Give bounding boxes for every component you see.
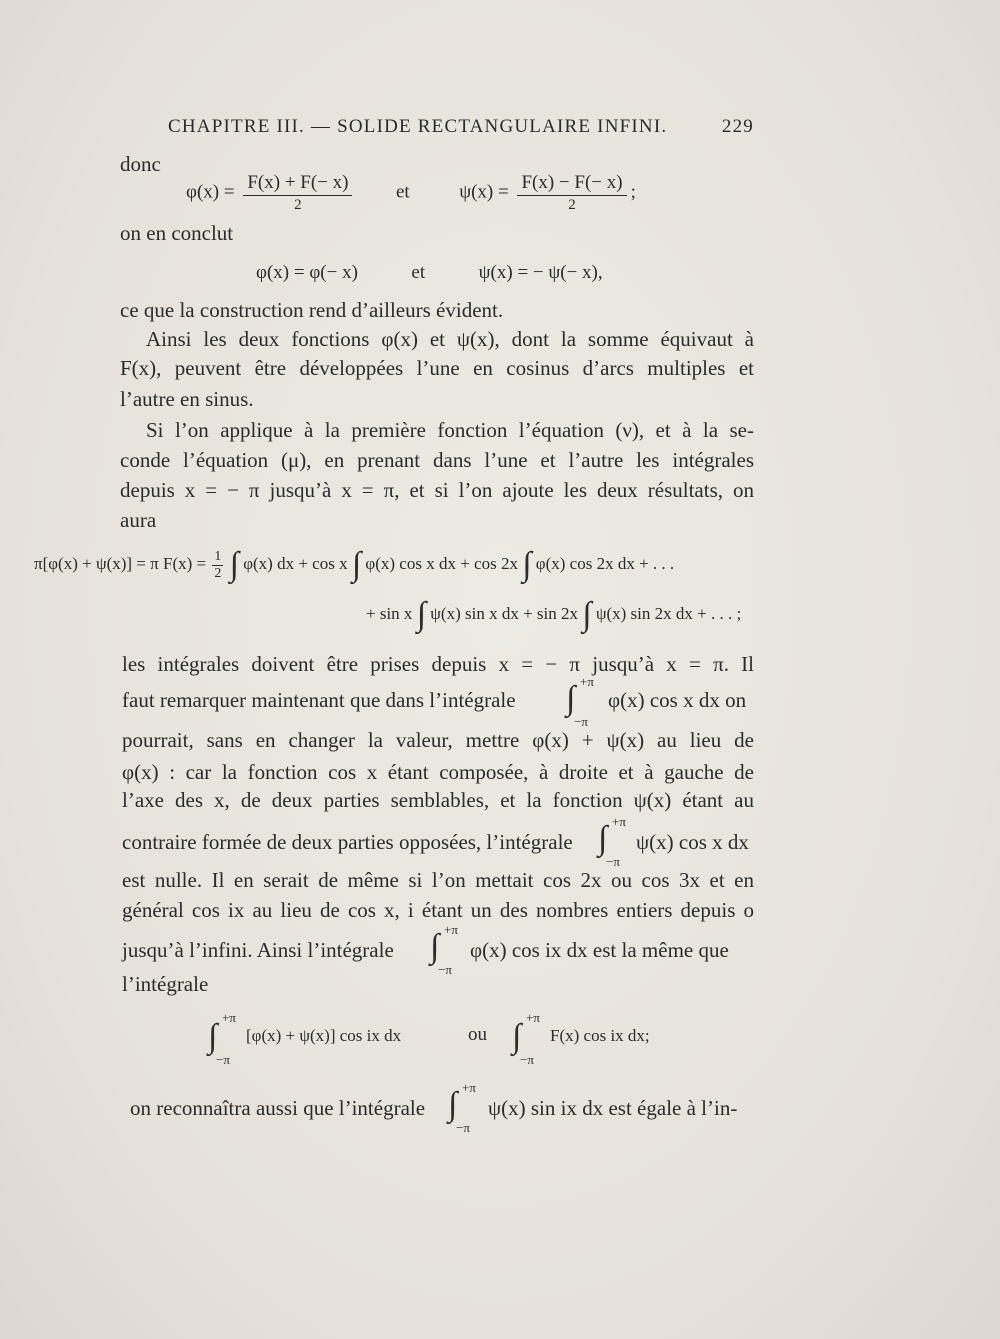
paragraph-line: est nulle. Il en serait de même si l’on mettait cos 2x ou cos 3x et en: [122, 868, 754, 892]
integral-sign: ∫: [566, 680, 576, 717]
eq1-psi-denominator: 2: [568, 197, 576, 213]
definite-integral: [430, 922, 460, 977]
upper-limit: +π: [612, 814, 626, 829]
eq4-ou: ou: [468, 1024, 487, 1045]
eq3-term5: ψ(x) sin 2x dx + . . . ;: [595, 603, 742, 623]
eq3-half-numerator: 1: [214, 548, 222, 564]
paragraph-line: φ(x) cos ix dx est la même que: [470, 938, 729, 962]
paragraph-line: depuis x = − π jusqu’à x = π, et si l’on ajoute les deux résultats, on: [120, 478, 754, 502]
eq1-psi-lhs: ψ(x) =: [459, 181, 509, 203]
lower-limit: −π: [606, 854, 620, 869]
equation-fourier-sum-line2: [366, 598, 741, 632]
definite-integral: [566, 674, 596, 729]
paragraph-line: ψ(x) sin ix dx est égale à l’in-: [488, 1096, 738, 1120]
integral-sign: ∫: [512, 1018, 522, 1055]
eq4-left: [φ(x) + ψ(x)] cos ix dx: [246, 1026, 402, 1045]
eq3-term3: φ(x) cos 2x dx + . . .: [535, 553, 675, 573]
lower-limit: −π: [520, 1052, 534, 1067]
eq3-term1: φ(x) dx + cos x: [243, 553, 348, 573]
eq1-psi-fraction: [517, 172, 626, 214]
eq1-phi-numerator: F(x) + F(− x): [243, 172, 352, 196]
eq3-lhs: π[φ(x) + ψ(x)] = π F(x) =: [34, 553, 207, 573]
eq3-term4: ψ(x) sin x dx + sin 2x: [430, 603, 578, 623]
paragraph-line: général cos ix au lieu de cos x, i étant un des nombres entiers depuis o: [122, 898, 754, 922]
paragraph-line: pourrait, sans en changer la valeur, mettre φ(x) + ψ(x) au lieu de: [122, 728, 754, 752]
paragraph-line: faut remarquer maintenant que dans l’intégrale: [122, 688, 516, 712]
running-header: [168, 116, 754, 138]
paragraph-line: jusqu’à l’infini. Ainsi l’intégrale: [122, 938, 394, 962]
eq3-term2: φ(x) cos x dx + cos 2x: [365, 553, 518, 573]
upper-limit: +π: [222, 1010, 236, 1025]
paragraph-line: Ainsi les deux fonctions φ(x) et ψ(x), dont la somme équivaut à: [146, 327, 754, 351]
upper-limit: +π: [580, 674, 594, 689]
upper-limit: +π: [462, 1080, 476, 1095]
paragraph-line: l’autre en sinus.: [120, 387, 254, 411]
eq1-psi-numerator: F(x) − F(− x): [517, 172, 626, 196]
word-donc: donc: [120, 152, 161, 176]
eq1-et: et: [395, 181, 410, 203]
paragraph-line: contraire formée de deux parties opposées, l’intégrale: [122, 830, 573, 854]
integral-sign: ∫: [229, 546, 239, 583]
integral-sign: ∫: [582, 596, 592, 633]
eq3-sin-term: + sin x: [366, 603, 413, 623]
equation-phi-psi-definition: [186, 172, 636, 214]
upper-limit: +π: [444, 922, 458, 937]
equation-fourier-sum-line1: [34, 548, 674, 582]
integral-sign: ∫: [448, 1086, 458, 1123]
chapter-title: CHAPITRE III. — SOLIDE RECTANGULAIRE INFINI.: [168, 116, 668, 137]
paragraph-line: Si l’on applique à la première fonction l’équation (ν), et à la se-: [146, 418, 754, 442]
paragraph-line: l’intégrale: [122, 972, 209, 996]
eq2-right: ψ(x) = − ψ(− x),: [478, 262, 603, 283]
eq1-phi-denominator: 2: [294, 197, 302, 213]
equation-parity: [256, 262, 603, 284]
integral-sign: ∫: [208, 1018, 218, 1055]
integral-sign: ∫: [351, 546, 362, 583]
eq3-one-half: [212, 549, 223, 582]
integral-sign: ∫: [430, 928, 440, 965]
page-number: 229: [721, 116, 754, 137]
definite-integral: [208, 1010, 238, 1067]
upper-limit: +π: [526, 1010, 540, 1025]
paragraph-line: on reconnaîtra aussi que l’intégrale: [130, 1096, 426, 1120]
integral-sign: ∫: [598, 820, 608, 857]
paragraph-line: ce que la construction rend d’ailleurs évident.: [120, 298, 504, 322]
eq2-et: et: [411, 262, 426, 283]
eq3-half-denominator: 2: [214, 565, 222, 581]
paragraph-line: conde l’équation (μ), en prenant dans l’une et l’autre les intégrales: [120, 448, 754, 472]
lower-limit: −π: [456, 1120, 470, 1135]
paragraph-line: ψ(x) cos x dx: [636, 830, 749, 854]
eq1-phi-fraction: [243, 172, 352, 214]
paragraph-line: φ(x) : car la fonction cos x étant composée, à droite et à gauche de: [122, 760, 754, 784]
eq1-phi-lhs: φ(x) =: [186, 181, 235, 203]
eq1-tail: ;: [630, 181, 636, 203]
paragraph-line: φ(x) cos x dx on: [608, 688, 747, 712]
paragraph-line: F(x), peuvent être développées l’une en cosinus d’arcs multiples et: [120, 356, 754, 380]
lower-limit: −π: [216, 1052, 230, 1067]
phrase-on-en-conclut: on en conclut: [120, 221, 234, 245]
eq2-left: φ(x) = φ(− x): [256, 262, 358, 283]
paragraph-line: aura: [120, 508, 157, 532]
definite-integral: [512, 1010, 542, 1067]
paragraph-line: l’axe des x, de deux parties semblables, et la fonction ψ(x) étant au: [122, 788, 754, 812]
integral-sign: ∫: [522, 546, 532, 583]
definite-integral: [598, 814, 628, 869]
paragraph-line: les intégrales doivent être prises depuis x = − π jusqu’à x = π. Il: [122, 652, 754, 676]
lower-limit: −π: [574, 714, 588, 729]
definite-integral: [448, 1080, 478, 1135]
eq4-right: F(x) cos ix dx;: [550, 1026, 650, 1045]
integral-sign: ∫: [416, 596, 427, 633]
lower-limit: −π: [438, 962, 452, 977]
